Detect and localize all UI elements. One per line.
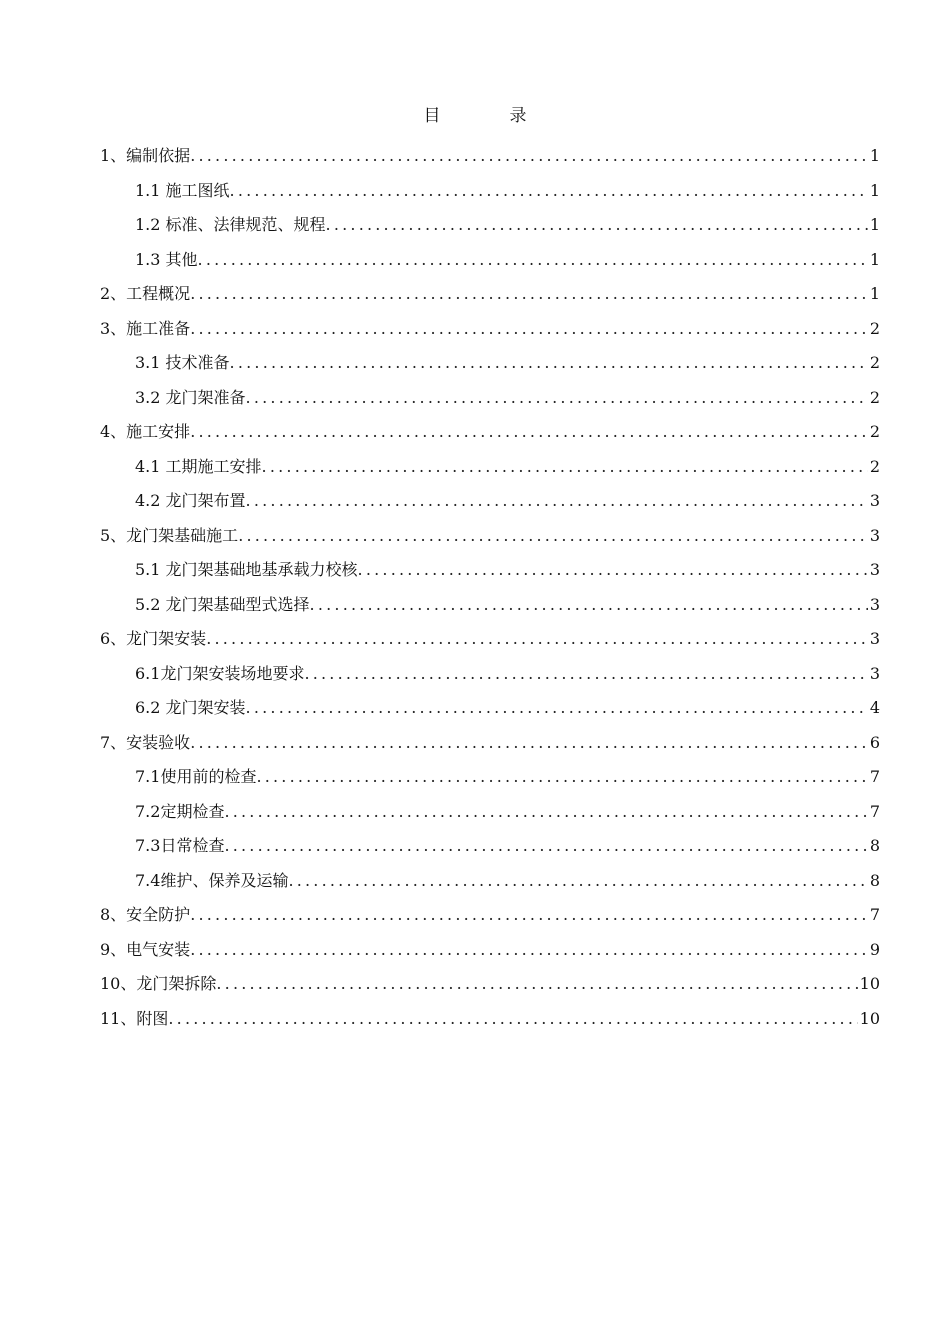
toc-dot-leader bbox=[206, 622, 868, 657]
toc-entry[interactable] bbox=[100, 829, 880, 864]
toc-entry-label: 1、编制依据 bbox=[100, 146, 191, 165]
toc-entry[interactable] bbox=[100, 864, 880, 899]
toc-entry[interactable] bbox=[100, 277, 880, 312]
toc-entry[interactable] bbox=[100, 622, 880, 657]
toc-entry[interactable] bbox=[100, 657, 880, 692]
toc-entry-page-number: 7 bbox=[869, 767, 880, 786]
toc-entry[interactable] bbox=[100, 450, 880, 485]
toc-dot-leader bbox=[190, 139, 868, 174]
toc-entry-label: 3、施工准备 bbox=[100, 318, 191, 338]
toc-entry-label: 6.1龙门架安装场地要求 bbox=[135, 663, 305, 683]
toc-entry[interactable] bbox=[100, 691, 880, 726]
toc-dot-leader bbox=[262, 450, 868, 485]
toc-dot-leader bbox=[304, 657, 867, 692]
toc-entry-label: 3.2 龙门架准备 bbox=[135, 387, 246, 407]
toc-dot-leader bbox=[168, 1002, 857, 1037]
toc-entry-label: 4、施工安排 bbox=[100, 422, 191, 441]
toc-entry[interactable] bbox=[100, 760, 880, 795]
toc-dot-leader bbox=[310, 588, 868, 623]
toc-entry-label: 10、龙门架拆除 bbox=[100, 974, 217, 993]
toc-entry-page-number: 3 bbox=[869, 629, 880, 648]
toc-entry-page-number: 2 bbox=[869, 353, 880, 372]
toc-entry-page-number: 10 bbox=[859, 1008, 880, 1028]
toc-dot-leader bbox=[190, 277, 868, 312]
toc-entry[interactable] bbox=[100, 243, 880, 278]
toc-entry[interactable] bbox=[100, 795, 880, 830]
toc-entry-label: 5.2 龙门架基础型式选择 bbox=[135, 594, 310, 614]
toc-entry-page-number: 3 bbox=[869, 560, 880, 579]
toc-entry[interactable] bbox=[100, 1002, 880, 1037]
toc-dot-leader bbox=[216, 967, 857, 1002]
toc-dot-leader bbox=[326, 208, 868, 243]
toc-entry[interactable] bbox=[100, 139, 880, 174]
toc-entry[interactable] bbox=[100, 967, 880, 1002]
toc-dot-leader bbox=[190, 726, 868, 761]
toc-entry-label: 9、电气安装 bbox=[100, 939, 191, 959]
toc-dot-leader bbox=[190, 933, 868, 968]
toc-dot-leader bbox=[190, 898, 868, 933]
toc-entry-label: 2、工程概况 bbox=[100, 284, 191, 303]
toc-entry-label: 5.1 龙门架基础地基承载力校核 bbox=[135, 560, 358, 579]
toc-entry-label: 11、附图 bbox=[100, 1008, 169, 1028]
toc-entry-label: 1.3 其他 bbox=[135, 249, 198, 269]
toc-entry-label: 5、龙门架基础施工 bbox=[100, 525, 239, 545]
toc-entry[interactable] bbox=[100, 208, 880, 243]
toc-entry[interactable] bbox=[100, 312, 880, 347]
toc-entry-label: 8、安全防护 bbox=[100, 905, 191, 924]
toc-entry[interactable] bbox=[100, 588, 880, 623]
toc-entry-page-number: 3 bbox=[869, 594, 880, 614]
toc-dot-leader bbox=[246, 484, 868, 519]
toc-entry[interactable] bbox=[100, 346, 880, 381]
toc-dot-leader bbox=[224, 829, 867, 864]
toc-entry-page-number: 3 bbox=[869, 525, 880, 545]
toc-dot-leader bbox=[256, 760, 867, 795]
toc-entry-page-number: 1 bbox=[869, 215, 880, 234]
toc-entry-page-number: 1 bbox=[869, 249, 880, 269]
toc-entry-page-number: 1 bbox=[869, 146, 880, 165]
toc-entry[interactable] bbox=[100, 726, 880, 761]
toc-dot-leader bbox=[238, 519, 868, 554]
toc-list bbox=[100, 139, 880, 1036]
toc-entry-page-number: 2 bbox=[869, 318, 880, 338]
toc-entry[interactable] bbox=[100, 553, 880, 588]
toc-entry-page-number: 10 bbox=[859, 974, 880, 993]
toc-entry[interactable] bbox=[100, 174, 880, 209]
toc-entry-page-number: 3 bbox=[869, 663, 880, 683]
toc-entry[interactable] bbox=[100, 898, 880, 933]
toc-entry-label: 4.1 工期施工安排 bbox=[135, 456, 262, 476]
toc-entry-label: 4.2 龙门架布置 bbox=[135, 491, 246, 510]
toc-entry-label: 7.1使用前的检查 bbox=[135, 767, 257, 786]
toc-entry-page-number: 3 bbox=[869, 491, 880, 510]
toc-title: 目 录 bbox=[423, 106, 553, 126]
toc-entry-page-number: 2 bbox=[869, 456, 880, 476]
toc-entry-page-number: 8 bbox=[869, 836, 880, 855]
toc-entry[interactable] bbox=[100, 933, 880, 968]
toc-entry-label: 7.4维护、保养及运输 bbox=[135, 870, 289, 890]
toc-entry-label: 6.2 龙门架安装 bbox=[135, 698, 246, 717]
toc-dot-leader bbox=[190, 312, 868, 347]
toc-entry-label: 7、安装验收 bbox=[100, 732, 191, 752]
toc-entry-label: 7.3日常检查 bbox=[135, 836, 225, 855]
toc-entry-page-number: 1 bbox=[869, 284, 880, 303]
toc-dot-leader bbox=[198, 243, 868, 278]
toc-dot-leader bbox=[288, 864, 867, 899]
toc-entry-page-number: 8 bbox=[869, 870, 880, 890]
toc-dot-leader bbox=[224, 795, 867, 830]
toc-entry[interactable] bbox=[100, 415, 880, 450]
toc-entry-page-number: 2 bbox=[869, 422, 880, 441]
toc-dot-leader bbox=[358, 553, 868, 588]
toc-entry[interactable] bbox=[100, 519, 880, 554]
toc-dot-leader bbox=[230, 346, 868, 381]
toc-entry-page-number: 4 bbox=[869, 698, 880, 717]
toc-entry-label: 1.2 标准、法律规范、规程 bbox=[135, 215, 326, 234]
toc-entry-label: 1.1 施工图纸 bbox=[135, 180, 230, 200]
toc-entry-page-number: 6 bbox=[869, 732, 880, 752]
toc-entry-page-number: 7 bbox=[869, 801, 880, 821]
toc-entry-page-number: 1 bbox=[869, 180, 880, 200]
toc-dot-leader bbox=[246, 381, 868, 416]
toc-dot-leader bbox=[230, 174, 868, 209]
toc-entry[interactable] bbox=[100, 381, 880, 416]
toc-entry-page-number: 2 bbox=[869, 387, 880, 407]
toc-entry-label: 7.2定期检查 bbox=[135, 801, 225, 821]
toc-dot-leader bbox=[190, 415, 868, 450]
toc-entry-label: 3.1 技术准备 bbox=[135, 353, 230, 372]
toc-entry-label: 6、龙门架安装 bbox=[100, 629, 207, 648]
toc-dot-leader bbox=[246, 691, 868, 726]
toc-entry-page-number: 9 bbox=[869, 939, 880, 959]
toc-entry-page-number: 7 bbox=[869, 905, 880, 924]
toc-entry[interactable] bbox=[100, 484, 880, 519]
